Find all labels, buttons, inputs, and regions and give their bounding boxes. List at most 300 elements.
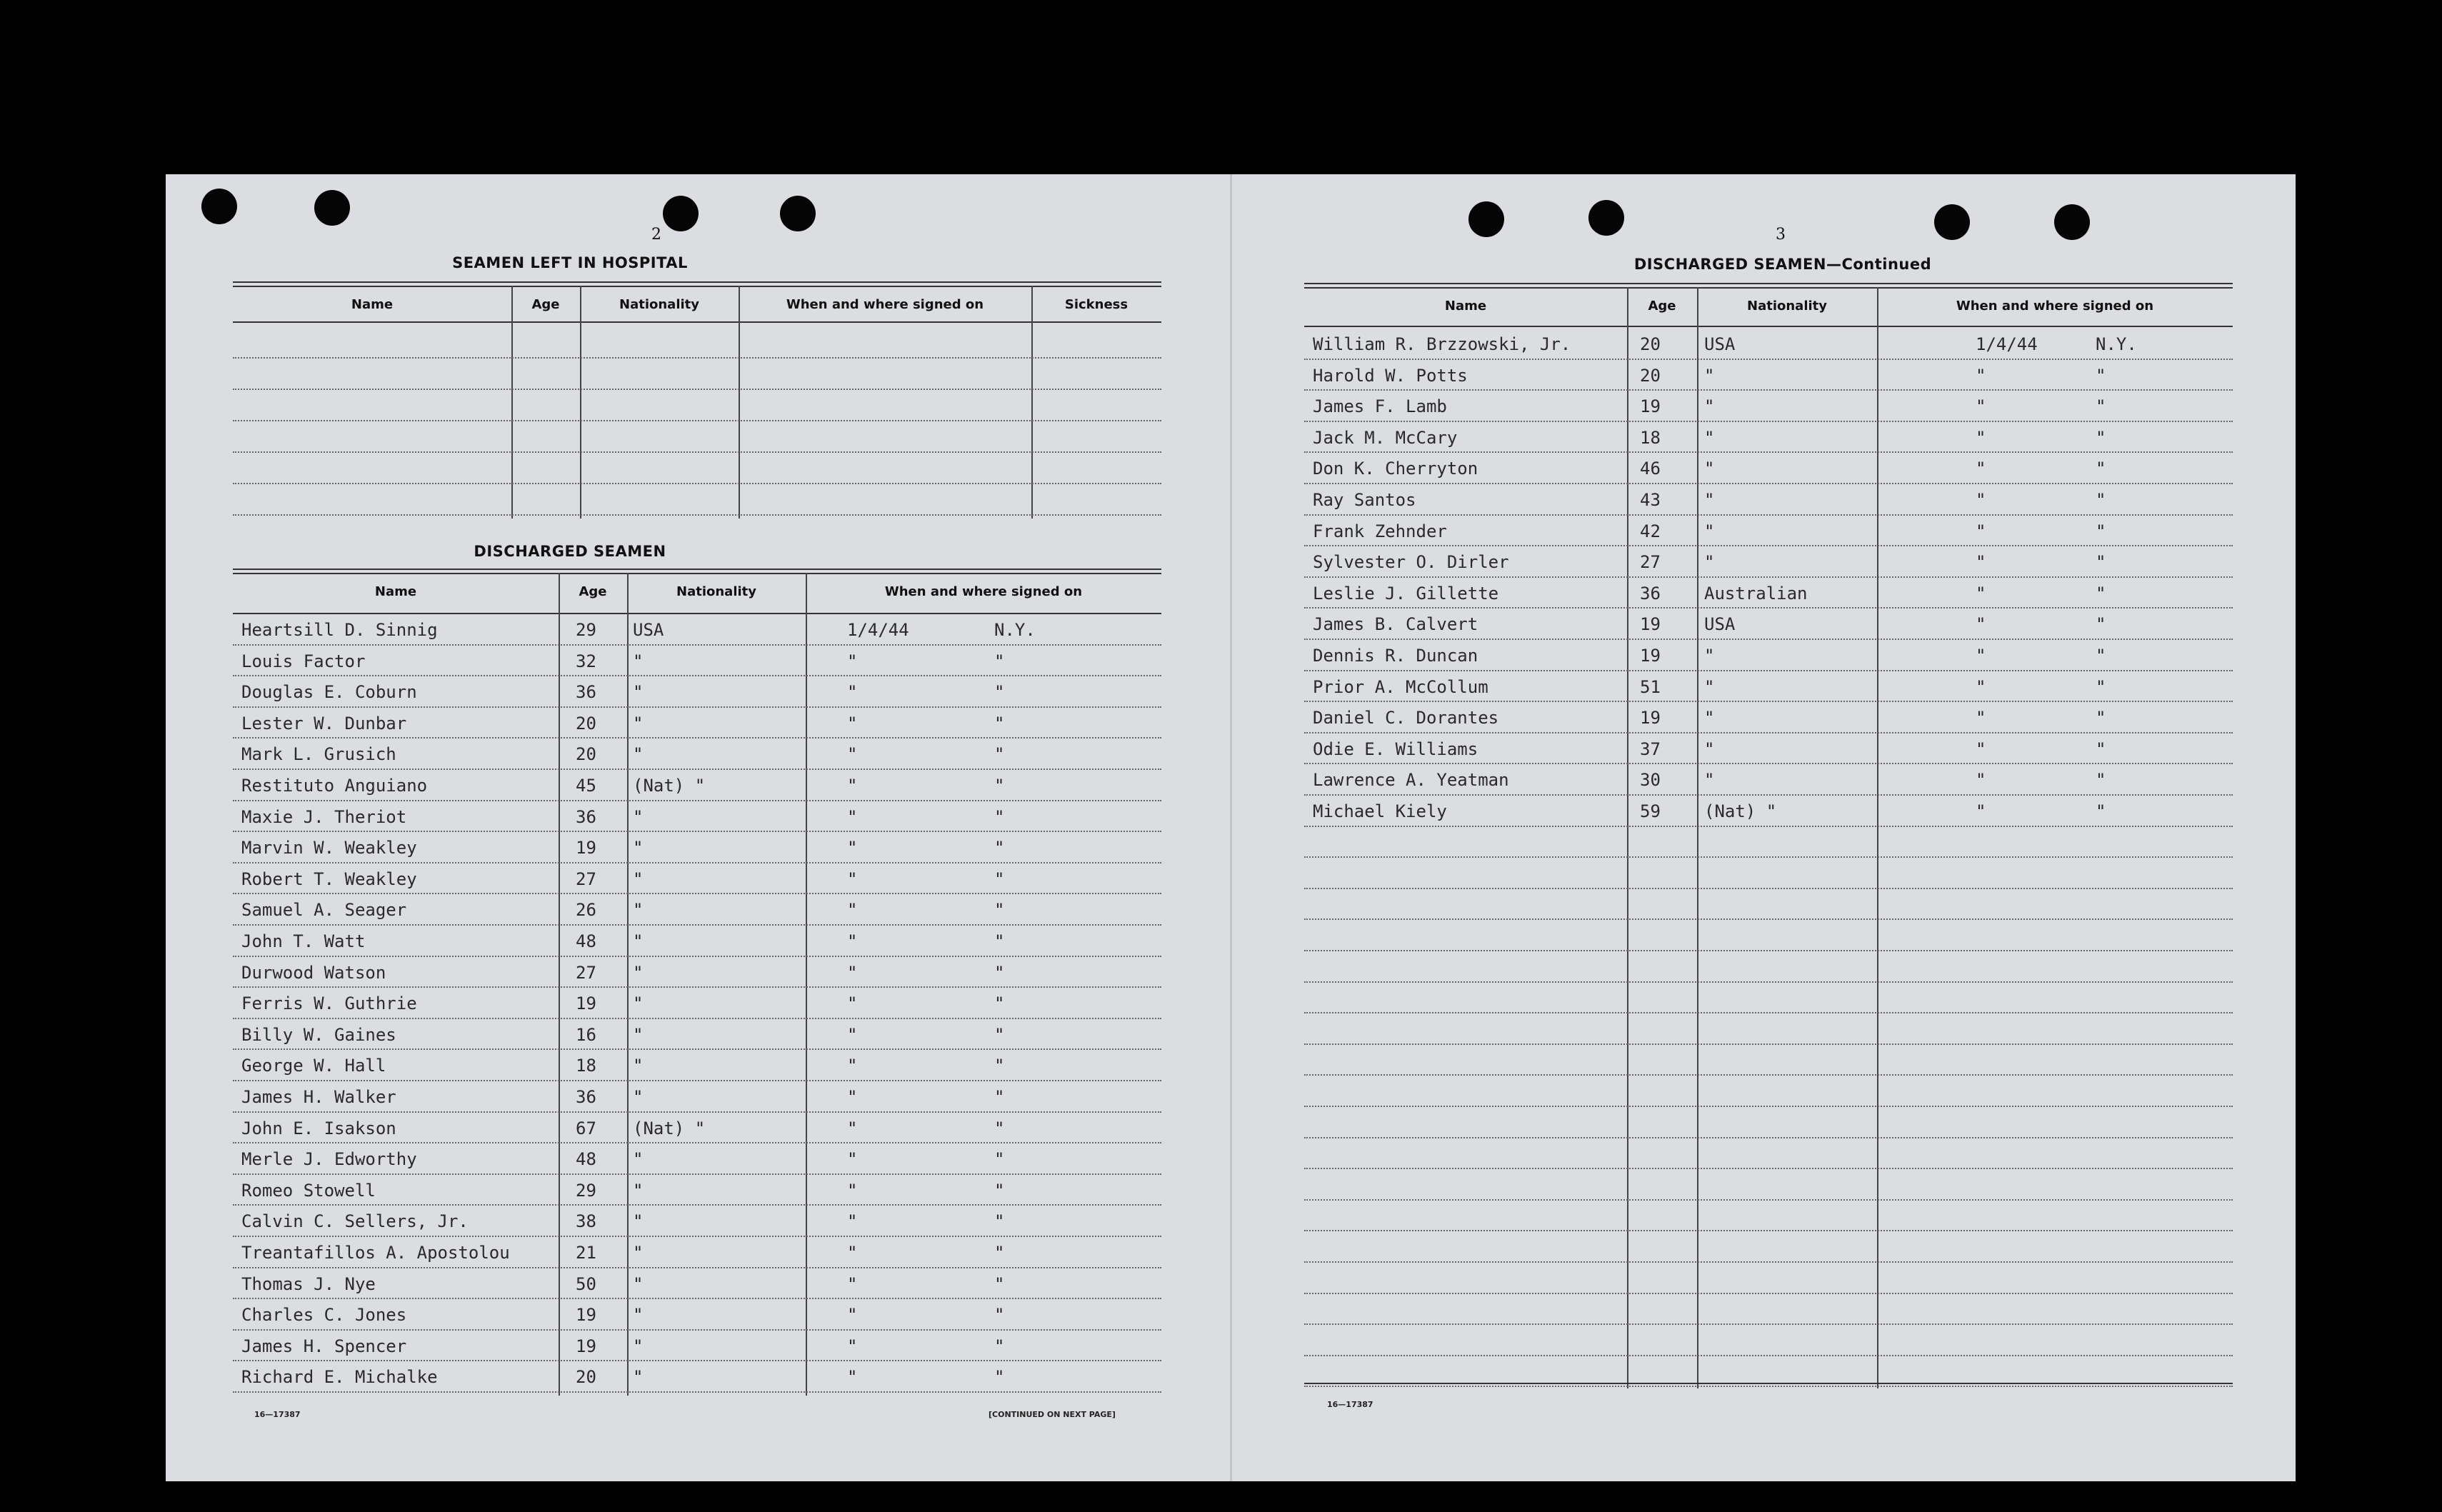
seaman-nationality: " bbox=[633, 931, 644, 951]
seaman-nationality: USA bbox=[1704, 614, 1736, 635]
seaman-name: James H. Spencer bbox=[241, 1336, 407, 1356]
seaman-nationality: " bbox=[633, 1180, 644, 1201]
seaman-age: 45 bbox=[576, 776, 596, 796]
seaman-age: 20 bbox=[576, 713, 596, 734]
row-rule bbox=[233, 1173, 1161, 1175]
seaman-nationality: " bbox=[633, 1243, 644, 1263]
signed-on-place: " bbox=[994, 1367, 1005, 1388]
discharged-section-title: DISCHARGED SEAMEN bbox=[474, 543, 666, 560]
row-rule bbox=[1304, 1386, 2233, 1387]
signed-on-date: " bbox=[1976, 396, 1986, 417]
row-rule bbox=[1304, 888, 2233, 889]
seaman-age: 32 bbox=[576, 651, 596, 671]
signed-on-date: " bbox=[1976, 676, 1986, 697]
row-rule bbox=[233, 1018, 1161, 1019]
signed-on-place: " bbox=[2096, 676, 2106, 697]
seaman-nationality: " bbox=[633, 1367, 644, 1388]
signed-on-date: " bbox=[847, 776, 858, 796]
signed-on-place: " bbox=[994, 1211, 1005, 1232]
seaman-age: 50 bbox=[576, 1273, 596, 1294]
seaman-nationality: " bbox=[633, 962, 644, 983]
seaman-age: 67 bbox=[576, 1118, 596, 1138]
signed-on-date: " bbox=[847, 1367, 858, 1388]
row-rule bbox=[233, 1329, 1161, 1331]
header-rule bbox=[233, 613, 1161, 614]
seaman-age: 46 bbox=[1640, 459, 1661, 479]
seaman-nationality: " bbox=[633, 1056, 644, 1076]
signed-on-date: " bbox=[847, 1180, 858, 1201]
seaman-name: Dennis R. Duncan bbox=[1313, 646, 1478, 666]
signed-on-place: " bbox=[994, 806, 1005, 827]
seaman-name: John T. Watt bbox=[241, 931, 366, 951]
col-header-age: Age bbox=[579, 584, 607, 599]
row-rule bbox=[1304, 1199, 2233, 1201]
signed-on-place: " bbox=[2096, 614, 2106, 635]
row-rule bbox=[1304, 421, 2233, 422]
signed-on-date: " bbox=[1976, 708, 1986, 729]
seaman-name: Harold W. Potts bbox=[1313, 365, 1468, 386]
seaman-name: Leslie J. Gillette bbox=[1313, 583, 1499, 604]
row-rule bbox=[233, 451, 1161, 453]
signed-on-place: " bbox=[994, 1273, 1005, 1294]
seaman-name: Lester W. Dunbar bbox=[241, 713, 407, 734]
seaman-nationality: " bbox=[633, 1305, 644, 1326]
row-rule bbox=[233, 1298, 1161, 1299]
continued-note: [CONTINUED ON NEXT PAGE] bbox=[989, 1410, 1116, 1419]
seaman-nationality: " bbox=[1704, 396, 1715, 417]
row-rule bbox=[233, 956, 1161, 957]
seaman-nationality: " bbox=[633, 1273, 644, 1294]
row-rule bbox=[233, 1111, 1161, 1113]
signed-on-place: " bbox=[2096, 583, 2106, 604]
row-rule bbox=[1304, 856, 2233, 858]
table-top-rule bbox=[1304, 283, 2233, 284]
signed-on-place: " bbox=[994, 900, 1005, 921]
row-rule bbox=[233, 893, 1161, 894]
signed-on-date: " bbox=[847, 1118, 858, 1138]
row-rule bbox=[1304, 1074, 2233, 1076]
row-rule bbox=[233, 1267, 1161, 1268]
signed-on-date: " bbox=[847, 1273, 858, 1294]
punch-hole bbox=[314, 190, 350, 226]
seaman-age: 30 bbox=[1640, 770, 1661, 791]
row-rule bbox=[233, 1142, 1161, 1143]
row-rule bbox=[233, 1080, 1161, 1081]
seaman-name: Maxie J. Theriot bbox=[241, 806, 407, 827]
row-rule bbox=[1304, 1043, 2233, 1045]
punch-hole bbox=[1468, 201, 1504, 237]
seaman-name: Billy W. Gaines bbox=[241, 1024, 396, 1045]
signed-on-place: " bbox=[994, 1243, 1005, 1263]
seaman-name: George W. Hall bbox=[241, 1056, 386, 1076]
column-divider bbox=[627, 573, 629, 1396]
col-header-nationality: Nationality bbox=[619, 297, 699, 312]
seaman-age: 48 bbox=[576, 931, 596, 951]
signed-on-date: " bbox=[847, 962, 858, 983]
row-rule bbox=[233, 862, 1161, 863]
header-rule bbox=[1304, 326, 2233, 327]
seaman-name: Romeo Stowell bbox=[241, 1180, 376, 1201]
col-header-name: Name bbox=[1444, 299, 1487, 314]
row-rule bbox=[233, 420, 1161, 421]
signed-on-date: " bbox=[847, 682, 858, 703]
seaman-name: Merle J. Edworthy bbox=[241, 1149, 417, 1170]
row-rule bbox=[1304, 1230, 2233, 1231]
seaman-name: Richard E. Michalke bbox=[241, 1367, 438, 1388]
row-rule bbox=[1304, 701, 2233, 702]
seaman-nationality: USA bbox=[1704, 334, 1736, 354]
seaman-name: Lawrence A. Yeatman bbox=[1313, 770, 1509, 791]
signed-on-date: " bbox=[1976, 459, 1986, 479]
seaman-name: Durwood Watson bbox=[241, 962, 386, 983]
header-rule bbox=[233, 321, 1161, 323]
signed-on-date: " bbox=[1976, 770, 1986, 791]
signed-on-date: " bbox=[847, 1056, 858, 1076]
signed-on-date: " bbox=[847, 1336, 858, 1356]
seaman-name: Robert T. Weakley bbox=[241, 868, 417, 889]
seaman-age: 43 bbox=[1640, 490, 1661, 510]
signed-on-place: " bbox=[2096, 365, 2106, 386]
signed-on-place: " bbox=[2096, 521, 2106, 541]
seaman-nationality: " bbox=[1704, 646, 1715, 666]
row-rule bbox=[233, 1048, 1161, 1050]
seaman-nationality: " bbox=[1704, 708, 1715, 729]
row-rule bbox=[233, 1236, 1161, 1237]
column-divider bbox=[806, 573, 807, 1396]
row-rule bbox=[1304, 1168, 2233, 1169]
signed-on-date: " bbox=[1976, 427, 1986, 448]
seaman-age: 42 bbox=[1640, 521, 1661, 541]
seaman-name: Calvin C. Sellers, Jr. bbox=[241, 1211, 469, 1232]
row-rule bbox=[1304, 1261, 2233, 1263]
row-rule bbox=[233, 389, 1161, 390]
row-rule bbox=[233, 737, 1161, 739]
punch-hole bbox=[663, 196, 699, 231]
page-fold bbox=[1230, 174, 1232, 1481]
seaman-name: Michael Kiely bbox=[1313, 801, 1447, 821]
seaman-name: Louis Factor bbox=[241, 651, 366, 671]
signed-on-date: " bbox=[847, 744, 858, 765]
seaman-nationality: " bbox=[1704, 365, 1715, 386]
row-rule bbox=[1304, 1355, 2233, 1356]
column-divider bbox=[559, 573, 560, 1396]
signed-on-place: " bbox=[994, 744, 1005, 765]
seaman-nationality: " bbox=[1704, 490, 1715, 510]
seaman-nationality: " bbox=[633, 900, 644, 921]
seaman-age: 20 bbox=[576, 744, 596, 765]
row-rule bbox=[1304, 1293, 2233, 1294]
signed-on-place: " bbox=[994, 1180, 1005, 1201]
row-rule bbox=[1304, 1137, 2233, 1138]
signed-on-date: " bbox=[847, 838, 858, 858]
col-header-nationality: Nationality bbox=[1747, 299, 1827, 314]
row-rule bbox=[233, 357, 1161, 359]
seaman-nationality: (Nat) " bbox=[633, 776, 706, 796]
seaman-name: Charles C. Jones bbox=[241, 1305, 407, 1326]
row-rule bbox=[233, 1204, 1161, 1206]
signed-on-place: " bbox=[994, 1149, 1005, 1170]
seaman-age: 27 bbox=[1640, 552, 1661, 573]
seaman-nationality: " bbox=[633, 744, 644, 765]
seaman-nationality: " bbox=[1704, 427, 1715, 448]
col-header-name: Name bbox=[351, 297, 394, 312]
seaman-name: John E. Isakson bbox=[241, 1118, 396, 1138]
seaman-name: James F. Lamb bbox=[1313, 396, 1447, 417]
seaman-nationality: (Nat) " bbox=[1704, 801, 1777, 821]
signed-on-place: " bbox=[994, 1336, 1005, 1356]
seaman-age: 21 bbox=[576, 1243, 596, 1263]
signed-on-place: " bbox=[2096, 801, 2106, 821]
seaman-name: Jack M. McCary bbox=[1313, 427, 1458, 448]
punch-hole bbox=[2054, 204, 2090, 240]
row-rule bbox=[1304, 389, 2233, 391]
signed-on-place: " bbox=[994, 1087, 1005, 1107]
col-header-signed-on: When and where signed on bbox=[884, 584, 1083, 599]
row-rule bbox=[1304, 918, 2233, 920]
seaman-age: 29 bbox=[576, 1180, 596, 1201]
seaman-name: Restituto Anguiano bbox=[241, 776, 428, 796]
table-top-rule bbox=[233, 286, 1161, 287]
signed-on-place: " bbox=[994, 651, 1005, 671]
seaman-age: 36 bbox=[576, 1087, 596, 1107]
table-top-rule bbox=[233, 281, 1161, 283]
signed-on-place: N.Y. bbox=[2096, 334, 2137, 354]
seaman-name: Samuel A. Seager bbox=[241, 900, 407, 921]
signed-on-place: " bbox=[994, 1024, 1005, 1045]
seaman-age: 19 bbox=[576, 993, 596, 1014]
row-rule bbox=[233, 800, 1161, 801]
signed-on-date: " bbox=[1976, 365, 1986, 386]
signed-on-date: " bbox=[847, 1024, 858, 1045]
row-rule bbox=[1304, 576, 2233, 578]
seaman-age: 36 bbox=[576, 806, 596, 827]
signed-on-place: " bbox=[994, 1056, 1005, 1076]
row-rule bbox=[233, 483, 1161, 484]
seaman-age: 59 bbox=[1640, 801, 1661, 821]
signed-on-place: " bbox=[994, 993, 1005, 1014]
seaman-age: 20 bbox=[1640, 334, 1661, 354]
row-rule bbox=[1304, 1106, 2233, 1107]
seaman-name: Marvin W. Weakley bbox=[241, 838, 417, 858]
signed-on-date: " bbox=[847, 993, 858, 1014]
seaman-name: Sylvester O. Dirler bbox=[1313, 552, 1509, 573]
signed-on-place: " bbox=[2096, 646, 2106, 666]
seaman-age: 27 bbox=[576, 868, 596, 889]
punch-hole bbox=[1934, 204, 1970, 240]
signed-on-place: " bbox=[2096, 459, 2106, 479]
seaman-age: 48 bbox=[576, 1149, 596, 1170]
row-rule bbox=[233, 1391, 1161, 1393]
seaman-nationality: " bbox=[633, 993, 644, 1014]
discharged-table-right bbox=[1304, 283, 2233, 1390]
seaman-name: Prior A. McCollum bbox=[1313, 676, 1488, 697]
signed-on-place: N.Y. bbox=[994, 620, 1036, 640]
col-header-signed-on: When and where signed on bbox=[786, 297, 984, 312]
signed-on-date: " bbox=[847, 1305, 858, 1326]
row-rule bbox=[1304, 670, 2233, 671]
table-top-rule bbox=[233, 573, 1161, 574]
seaman-nationality: " bbox=[633, 1087, 644, 1107]
seaman-nationality: " bbox=[633, 682, 644, 703]
row-rule bbox=[1304, 514, 2233, 516]
signed-on-place: " bbox=[2096, 490, 2106, 510]
signed-on-date: 1/4/44 bbox=[847, 620, 909, 640]
row-rule bbox=[1304, 732, 2233, 734]
punch-hole bbox=[201, 189, 237, 224]
signed-on-date: " bbox=[1976, 552, 1986, 573]
signed-on-place: " bbox=[2096, 396, 2106, 417]
row-rule bbox=[233, 706, 1161, 708]
row-rule bbox=[1304, 639, 2233, 640]
seaman-age: 19 bbox=[1640, 646, 1661, 666]
hospital-table bbox=[233, 281, 1161, 524]
row-rule bbox=[233, 986, 1161, 988]
seaman-nationality: " bbox=[633, 868, 644, 889]
row-rule bbox=[233, 675, 1161, 676]
row-rule bbox=[233, 924, 1161, 926]
seaman-name: Ray Santos bbox=[1313, 490, 1416, 510]
signed-on-date: " bbox=[1976, 490, 1986, 510]
seaman-nationality: " bbox=[633, 1336, 644, 1356]
col-header-nationality: Nationality bbox=[676, 584, 756, 599]
seaman-nationality: " bbox=[633, 838, 644, 858]
col-header-sickness: Sickness bbox=[1064, 297, 1129, 312]
seaman-name: Odie E. Williams bbox=[1313, 739, 1478, 759]
row-rule bbox=[1304, 607, 2233, 609]
seaman-name: Mark L. Grusich bbox=[241, 744, 396, 765]
discharged-continued-title: DISCHARGED SEAMEN—Continued bbox=[1633, 256, 1932, 273]
seaman-nationality: " bbox=[633, 1211, 644, 1232]
seaman-age: 20 bbox=[1640, 365, 1661, 386]
seaman-age: 19 bbox=[1640, 396, 1661, 417]
seaman-age: 18 bbox=[576, 1056, 596, 1076]
seaman-name: James B. Calvert bbox=[1313, 614, 1478, 635]
signed-on-date: " bbox=[847, 1211, 858, 1232]
seaman-age: 27 bbox=[576, 962, 596, 983]
table-top-rule bbox=[233, 569, 1161, 570]
left-form-number: 16—17387 bbox=[254, 1410, 301, 1419]
seaman-nationality: " bbox=[1704, 521, 1715, 541]
seaman-name: Treantafillos A. Apostolou bbox=[241, 1243, 510, 1263]
signed-on-place: " bbox=[2096, 770, 2106, 791]
row-rule bbox=[1304, 981, 2233, 983]
row-rule bbox=[1304, 1012, 2233, 1013]
seaman-name: Don K. Cherryton bbox=[1313, 459, 1478, 479]
seaman-nationality: (Nat) " bbox=[633, 1118, 706, 1138]
row-rule bbox=[1304, 451, 2233, 453]
row-rule bbox=[1304, 483, 2233, 484]
signed-on-place: " bbox=[994, 1118, 1005, 1138]
row-rule bbox=[1304, 794, 2233, 796]
seaman-name: Ferris W. Guthrie bbox=[241, 993, 417, 1014]
punch-hole bbox=[780, 196, 816, 231]
seaman-age: 20 bbox=[576, 1367, 596, 1388]
signed-on-date: " bbox=[1976, 646, 1986, 666]
signed-on-place: " bbox=[994, 776, 1005, 796]
col-header-name: Name bbox=[374, 584, 417, 599]
seaman-name: Heartsill D. Sinnig bbox=[241, 620, 438, 640]
signed-on-place: " bbox=[2096, 708, 2106, 729]
seaman-age: 19 bbox=[576, 838, 596, 858]
signed-on-date: " bbox=[847, 900, 858, 921]
seaman-nationality: " bbox=[633, 806, 644, 827]
row-rule bbox=[1304, 1323, 2233, 1325]
signed-on-place: " bbox=[994, 713, 1005, 734]
signed-on-date: " bbox=[847, 806, 858, 827]
seaman-name: James H. Walker bbox=[241, 1087, 396, 1107]
signed-on-date: " bbox=[1976, 614, 1986, 635]
seaman-age: 19 bbox=[1640, 708, 1661, 729]
seaman-age: 37 bbox=[1640, 739, 1661, 759]
seaman-nationality: USA bbox=[633, 620, 664, 640]
row-rule bbox=[1304, 826, 2233, 827]
row-rule bbox=[1304, 763, 2233, 764]
signed-on-place: " bbox=[994, 931, 1005, 951]
signed-on-place: " bbox=[994, 962, 1005, 983]
seaman-age: 36 bbox=[576, 682, 596, 703]
seaman-nationality: " bbox=[633, 713, 644, 734]
signed-on-date: " bbox=[1976, 583, 1986, 604]
punch-hole bbox=[1588, 200, 1624, 236]
seaman-age: 29 bbox=[576, 620, 596, 640]
col-header-signed-on: When and where signed on bbox=[1956, 299, 2154, 314]
signed-on-date: " bbox=[847, 868, 858, 889]
row-rule bbox=[1304, 359, 2233, 360]
seaman-nationality: " bbox=[633, 1149, 644, 1170]
seaman-age: 18 bbox=[1640, 427, 1661, 448]
seaman-nationality: Australian bbox=[1704, 583, 1808, 604]
signed-on-date: " bbox=[847, 713, 858, 734]
left-page-number: 2 bbox=[651, 226, 661, 244]
signed-on-place: " bbox=[994, 838, 1005, 858]
seaman-name: Daniel C. Dorantes bbox=[1313, 708, 1499, 729]
seaman-nationality: " bbox=[1704, 676, 1715, 697]
seaman-name: Douglas E. Coburn bbox=[241, 682, 417, 703]
row-rule bbox=[1304, 950, 2233, 951]
row-rule bbox=[233, 644, 1161, 646]
seaman-nationality: " bbox=[1704, 552, 1715, 573]
seaman-age: 38 bbox=[576, 1211, 596, 1232]
hospital-section-title: SEAMEN LEFT IN HOSPITAL bbox=[452, 254, 688, 271]
seaman-nationality: " bbox=[1704, 770, 1715, 791]
row-rule bbox=[233, 768, 1161, 770]
seaman-nationality: " bbox=[633, 1024, 644, 1045]
seaman-age: 19 bbox=[576, 1336, 596, 1356]
col-header-age: Age bbox=[1648, 299, 1676, 314]
signed-on-date: " bbox=[847, 651, 858, 671]
signed-on-date: " bbox=[847, 1149, 858, 1170]
seaman-name: Thomas J. Nye bbox=[241, 1273, 376, 1294]
signed-on-date: " bbox=[1976, 801, 1986, 821]
signed-on-place: " bbox=[2096, 739, 2106, 759]
discharged-table-left bbox=[233, 569, 1161, 1398]
seaman-age: 19 bbox=[1640, 614, 1661, 635]
col-header-age: Age bbox=[531, 297, 560, 312]
seaman-nationality: " bbox=[1704, 459, 1715, 479]
row-rule bbox=[233, 514, 1161, 516]
signed-on-date: " bbox=[847, 1243, 858, 1263]
row-rule bbox=[233, 1360, 1161, 1361]
document-sheet bbox=[166, 174, 2296, 1481]
signed-on-date: " bbox=[1976, 739, 1986, 759]
row-rule bbox=[233, 831, 1161, 832]
signed-on-place: " bbox=[994, 682, 1005, 703]
seaman-name: Frank Zehnder bbox=[1313, 521, 1447, 541]
signed-on-place: " bbox=[994, 868, 1005, 889]
signed-on-place: " bbox=[994, 1305, 1005, 1326]
row-rule bbox=[1304, 545, 2233, 546]
seaman-nationality: " bbox=[1704, 739, 1715, 759]
